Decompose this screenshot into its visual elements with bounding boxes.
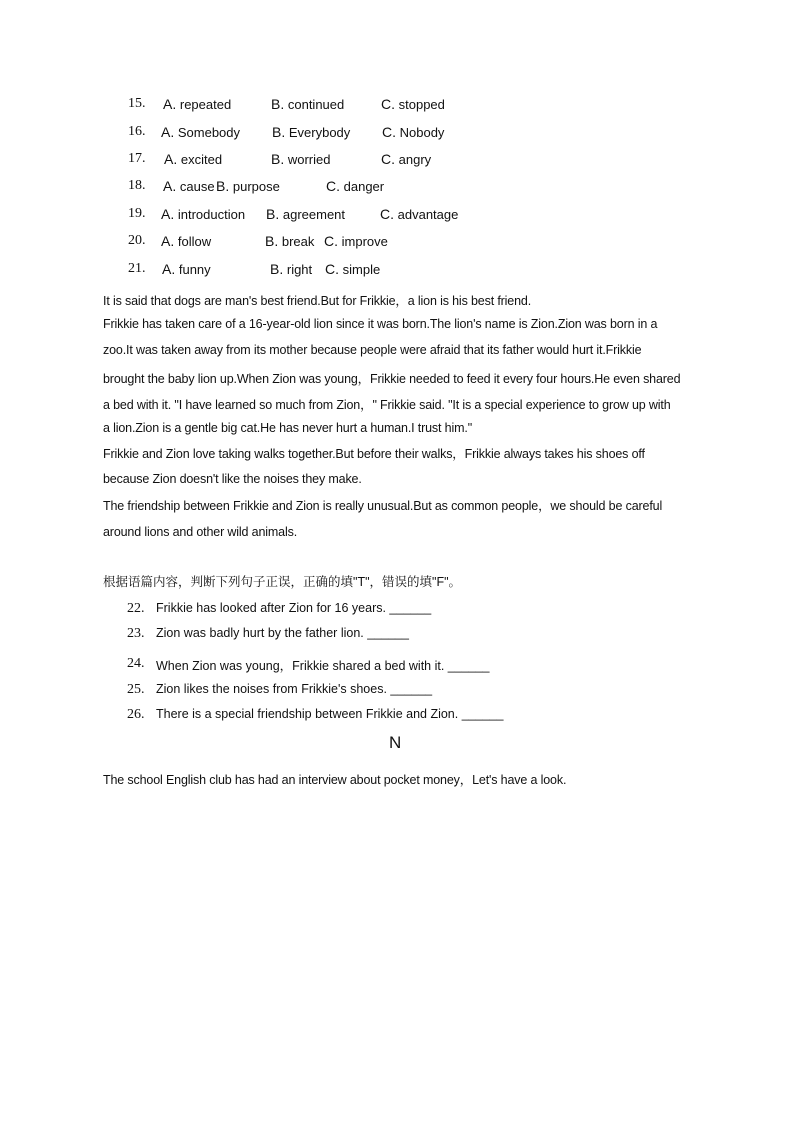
option-b: B. break [265, 233, 315, 249]
passage-line: zoo.It was taken away from its mother because people were afraid that its father would hurt it.Frikkie [103, 343, 642, 357]
question-number: 21. [128, 261, 146, 276]
option-c: C. stopped [381, 96, 445, 112]
passage-line: because Zion doesn't like the noises they make. [103, 472, 362, 486]
passage-line: brought the baby lion up.When Zion was young，Frikkie needed to feed it every four hours.He even shared [103, 372, 681, 386]
question-number: 15. [128, 96, 146, 111]
question-number: 20. [128, 233, 146, 248]
question-number: 17. [128, 151, 146, 166]
question-number: 22. [127, 601, 145, 616]
passage-line: a bed with it. "I have learned so much from Zion，" Frikkie said. "It is a special experience to grow up with [103, 398, 671, 412]
question-number: 23. [127, 626, 145, 641]
passage-line: It is said that dogs are man's best friend.But for Frikkie，a lion is his best friend. [103, 294, 532, 308]
question-number: 16. [128, 124, 146, 139]
section-letter: N [389, 733, 402, 752]
passage-line: Frikkie and Zion love taking walks together.But before their walks，Frikkie always takes his shoes off [103, 447, 645, 461]
option-c: C. advantage [380, 206, 459, 222]
passage-line: The friendship between Frikkie and Zion is really unusual.But as common people，we should be careful [103, 499, 663, 513]
option-c: C. angry [381, 151, 432, 167]
question-number: 24. [127, 656, 145, 671]
option-a: A. excited [164, 151, 223, 167]
passage-line: around lions and other wild animals. [103, 525, 298, 539]
passage-line: a lion.Zion is a gentle big cat.He has never hurt a human.I trust him." [103, 421, 472, 435]
question-number: 25. [127, 682, 145, 697]
option-b: B. right [270, 261, 313, 277]
question-statement: There is a special friendship between Frikkie and Zion. ______ [156, 707, 504, 721]
option-b: B. continued [271, 96, 345, 112]
option-b: B. worried [271, 151, 331, 167]
option-c: C. danger [326, 178, 385, 194]
tf-instruction: 根据语篇内容，判断下列句子正误，正确的填"T"，错误的填"F"。 [103, 575, 462, 589]
question-number: 18. [128, 178, 146, 193]
option-a: A. cause [163, 178, 215, 194]
question-number: 26. [127, 707, 145, 722]
option-a: A. Somebody [161, 124, 241, 140]
option-c: C. improve [324, 233, 388, 249]
option-b: B. purpose [216, 178, 280, 194]
option-a: A. funny [162, 261, 211, 277]
option-a: A. follow [161, 233, 212, 249]
option-b: B. Everybody [272, 124, 351, 140]
question-statement: When Zion was young，Frikkie shared a bed with it. ______ [156, 659, 490, 673]
option-c: C. Nobody [382, 124, 445, 140]
passage-line: Frikkie has taken care of a 16-year-old lion since it was born.The lion's name is Zion.Zion was born in a [103, 317, 658, 331]
question-statement: Zion likes the noises from Frikkie's shoes. ______ [156, 682, 433, 696]
question-number: 19. [128, 206, 146, 221]
option-a: A. introduction [161, 206, 246, 222]
question-statement: Zion was badly hurt by the father lion. ______ [156, 626, 409, 640]
option-b: B. agreement [266, 206, 346, 222]
option-a: A. repeated [163, 96, 232, 112]
question-statement: Frikkie has looked after Zion for 16 years. ______ [156, 601, 432, 615]
option-c: C. simple [325, 261, 381, 277]
next-passage-intro: The school English club has had an interview about pocket money，Let's have a look. [103, 773, 567, 787]
